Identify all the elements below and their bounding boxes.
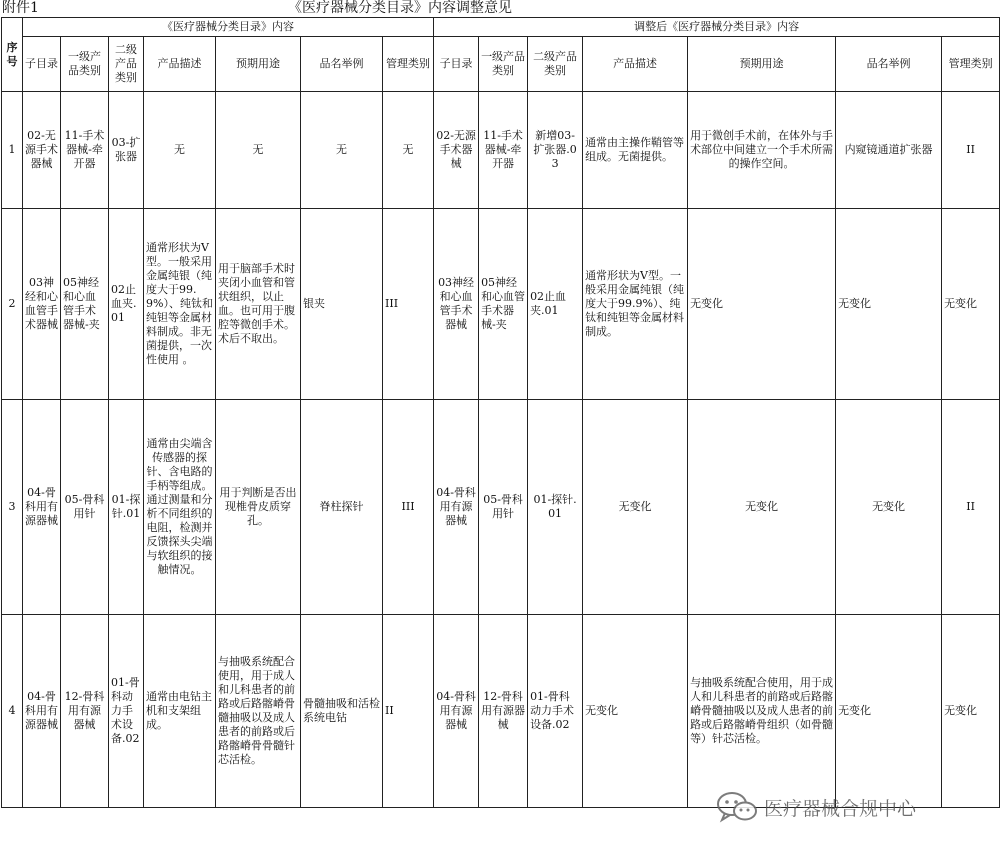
cell-intended-use: 用于脑部手术时夹闭小血管和管状组织，以止血。也可用于腹腔等微创手术。术后不取出。 (216, 209, 301, 400)
cell-first-level: 11-手术器械-牵开器 (61, 92, 109, 209)
cell-intended-use: 用于判断是否出现椎骨皮质穿孔。 (216, 400, 301, 615)
cell-adj-second-level: 01-探针.01 (528, 400, 583, 615)
header-adj-intended-use: 预期用途 (688, 37, 836, 92)
cell-name-examples: 脊柱探针 (301, 400, 383, 615)
cell-adj-management-class: II (942, 400, 1000, 615)
cell-adj-description: 无变化 (583, 400, 688, 615)
header-adj-sub-catalog: 子目录 (434, 37, 479, 92)
cell-adj-management-class: 无变化 (942, 615, 1000, 808)
header-adj-name-examples: 品名举例 (836, 37, 942, 92)
column-header-row (2, 37, 1000, 92)
cell-name-examples: 银夹 (301, 209, 383, 400)
cell-adj-management-class: II (942, 92, 1000, 209)
cell-sub-catalog: 03神经和心血管手术器械 (23, 209, 61, 400)
cell-description: 通常形状为V型。一般采用金属纯银（纯度大于99.9%）、纯钛和纯钽等金属材料制成。非无菌提供，一次性使用 。 (144, 209, 216, 400)
table-row (2, 615, 1000, 808)
header-adj-second-level: 二级产品类别 (528, 37, 583, 92)
header-management-class: 管理类别 (383, 37, 434, 92)
watermark (716, 788, 916, 826)
cell-second-level: 02止血夹.01 (109, 209, 144, 400)
cell-management-class: II (383, 615, 434, 808)
cell-adj-first-level: 05神经和心血管手术器械-夹 (479, 209, 528, 400)
cell-name-examples: 无 (301, 92, 383, 209)
attachment-label: 附件1 (2, 0, 39, 16)
header-adj-description: 产品描述 (583, 37, 688, 92)
cell-adj-intended-use: 无变化 (688, 400, 836, 615)
cell-adj-sub-catalog: 03神经和心血管手术器械 (434, 209, 479, 400)
cell-description: 通常由尖端含传感器的探针、含电路的手柄等组成。通过测量和分析不同组织的电阻，检测并反馈探头尖端与软组织的接触情况。 (144, 400, 216, 615)
cell-sub-catalog: 04-骨科用有源器械 (23, 615, 61, 808)
header-sub-catalog: 子目录 (23, 37, 61, 92)
row-index: 3 (2, 400, 23, 615)
cell-adj-second-level: 02止血夹.01 (528, 209, 583, 400)
table-row (2, 209, 1000, 400)
row-index: 2 (2, 209, 23, 400)
section-original: 《医疗器械分类目录》内容 (23, 18, 434, 37)
cell-adj-name-examples: 无变化 (836, 209, 942, 400)
wechat-icon (716, 789, 758, 825)
cell-intended-use: 与抽吸系统配合使用，用于成人和儿科患者的前路或后路髂嵴骨髓抽吸以及成人患者的前路或后路髂嵴骨骨髓针芯活检。 (216, 615, 301, 808)
table-row (2, 92, 1000, 209)
cell-first-level: 12-骨科用有源器械 (61, 615, 109, 808)
cell-management-class: 无 (383, 92, 434, 209)
cell-second-level: 01-探针.01 (109, 400, 144, 615)
cell-management-class: III (383, 209, 434, 400)
cell-adj-first-level: 11-手术器械-牵开器 (479, 92, 528, 209)
cell-sub-catalog: 02-无源手术器械 (23, 92, 61, 209)
document-title: 《医疗器械分类目录》内容调整意见 (288, 0, 512, 16)
cell-adj-sub-catalog: 02-无源手术器械 (434, 92, 479, 209)
cell-adj-first-level: 05-骨科用针 (479, 400, 528, 615)
cell-adj-intended-use: 用于微创手术前，在体外与手术部位中间建立一个手术所需的操作空间。 (688, 92, 836, 209)
cell-adj-description: 通常形状为V型。一般采用金属纯银（纯度大于99.9%）、纯钛和纯钽等金属材料制成。 (583, 209, 688, 400)
header-first-level: 一级产品类别 (61, 37, 109, 92)
cell-adj-first-level: 12-骨科用有源器械 (479, 615, 528, 808)
table-row (2, 400, 1000, 615)
adjustment-table (1, 17, 1000, 808)
cell-adj-intended-use: 无变化 (688, 209, 836, 400)
header-adj-management-class: 管理类别 (942, 37, 1000, 92)
header-intended-use: 预期用途 (216, 37, 301, 92)
header-name-examples: 品名举例 (301, 37, 383, 92)
cell-adj-intended-use: 与抽吸系统配合使用，用于成人和儿科患者的前路或后路髂嵴骨髓抽吸以及成人患者的前路或后路髂嵴骨组织（如骨髓等）针芯活检。 (688, 615, 836, 808)
cell-adj-sub-catalog: 04-骨科用有源器械 (434, 400, 479, 615)
cell-name-examples: 骨髓抽吸和活检系统电钻 (301, 615, 383, 808)
watermark-text: 医疗器械合规中心 (764, 797, 917, 820)
cell-management-class: III (383, 400, 434, 615)
cell-description: 通常由电钻主机和支架组成。 (144, 615, 216, 808)
header-adj-first-level: 一级产品类别 (479, 37, 528, 92)
section-header-row (2, 18, 1000, 37)
cell-adj-description: 无变化 (583, 615, 688, 808)
cell-second-level: 01-骨科动力手术设备.02 (109, 615, 144, 808)
cell-second-level: 03-扩张器 (109, 92, 144, 209)
cell-first-level: 05-骨科用针 (61, 400, 109, 615)
cell-intended-use: 无 (216, 92, 301, 209)
header-description: 产品描述 (144, 37, 216, 92)
cell-adj-second-level: 新增03-扩张器.03 (528, 92, 583, 209)
header-index: 序号 (2, 18, 23, 92)
cell-adj-second-level: 01-骨科动力手术设备.02 (528, 615, 583, 808)
row-index: 4 (2, 615, 23, 808)
row-index: 1 (2, 92, 23, 209)
cell-sub-catalog: 04-骨科用有源器械 (23, 400, 61, 615)
cell-adj-description: 通常由主操作鞘管等组成。无菌提供。 (583, 92, 688, 209)
cell-adj-management-class: 无变化 (942, 209, 1000, 400)
cell-adj-name-examples: 无变化 (836, 400, 942, 615)
cell-adj-sub-catalog: 04-骨科用有源器械 (434, 615, 479, 808)
cell-adj-name-examples: 无变化 (836, 615, 942, 808)
section-adjusted: 调整后《医疗器械分类目录》内容 (434, 18, 1000, 37)
cell-adj-name-examples: 内窥镜通道扩张器 (836, 92, 942, 209)
header-second-level: 二级产品类别 (109, 37, 144, 92)
cell-description: 无 (144, 92, 216, 209)
cell-first-level: 05神经和心血管手术器械-夹 (61, 209, 109, 400)
